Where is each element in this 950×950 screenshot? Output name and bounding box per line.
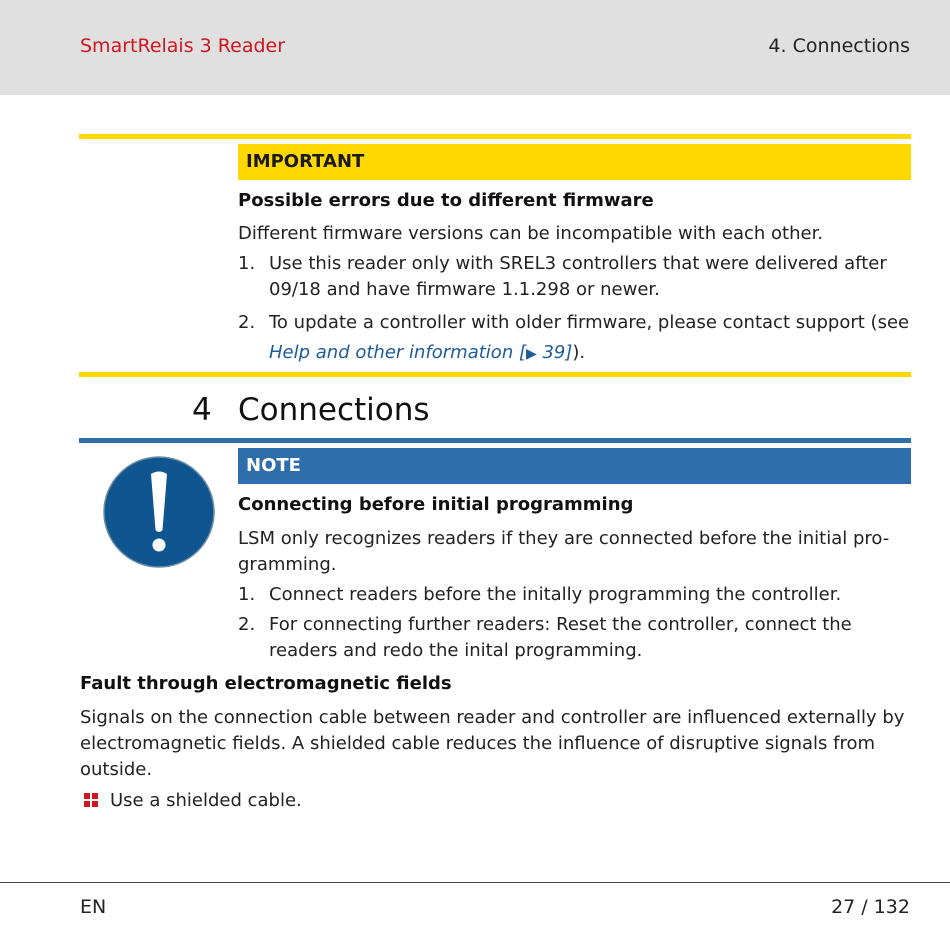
- important-title: Possible errors due to different firmware: [238, 190, 654, 211]
- note-item-1-number: 1.: [238, 584, 256, 605]
- note-intro: LSM only recognizes readers if they are connected before the initial pro-gramming.: [238, 528, 890, 575]
- document-title: SmartRelais 3 Reader: [80, 35, 286, 57]
- page-ref-arrow-icon: ▶: [525, 346, 537, 362]
- important-item-2-text-pre: To update a controller with older firmware, please contact support (see: [269, 312, 910, 333]
- important-intro: Different firmware versions can be incompatible with each other.: [238, 223, 824, 244]
- fault-heading: Fault through electromagnetic fields: [80, 673, 452, 694]
- note-item-2-number: 2.: [238, 614, 256, 635]
- language-code: EN: [80, 896, 107, 918]
- footer-rule: [0, 882, 950, 883]
- note-item-1-text: Connect readers before the initally programming the controller.: [269, 584, 842, 605]
- important-item-2-text-post: ).: [572, 342, 586, 363]
- note-title: Connecting before initial programming: [238, 494, 634, 515]
- important-bottom-rule: [79, 372, 911, 377]
- help-info-link-text: Help and other information [: [269, 342, 526, 363]
- chapter-title: 4. Connections: [768, 35, 910, 57]
- fault-bullet-text: Use a shielded cable.: [110, 790, 302, 811]
- important-item-2-text: [269, 308, 914, 369]
- page-number: 27 / 132: [831, 896, 910, 918]
- help-info-link[interactable]: [269, 342, 572, 363]
- note-item-2-text: For connecting further readers: Reset the controller, connect the readers and redo the inital programming.: [269, 614, 852, 661]
- section-number: 4: [192, 392, 212, 428]
- important-item-1-text: Use this reader only with SREL3 controllers that were delivered after 09/18 and have firmware 1.1.298 or newer.: [269, 253, 887, 300]
- exclamation-circle-icon: [103, 456, 215, 568]
- important-top-rule: [79, 134, 911, 139]
- important-item-2-number: 2.: [238, 312, 256, 333]
- help-info-link-page: 39]: [536, 342, 573, 363]
- note-banner: NOTE: [238, 448, 911, 484]
- important-banner: IMPORTANT: [238, 144, 911, 180]
- important-item-1-number: 1.: [238, 253, 256, 274]
- note-top-rule: [79, 438, 911, 443]
- red-square-bullet-icon: [84, 793, 98, 807]
- fault-body: Signals on the connection cable between reader and controller are influenced externally by electromagnetic fields. A shielded cable reduces the influence of disruptive signals from outside.: [80, 707, 905, 780]
- section-title: Connections: [238, 392, 430, 428]
